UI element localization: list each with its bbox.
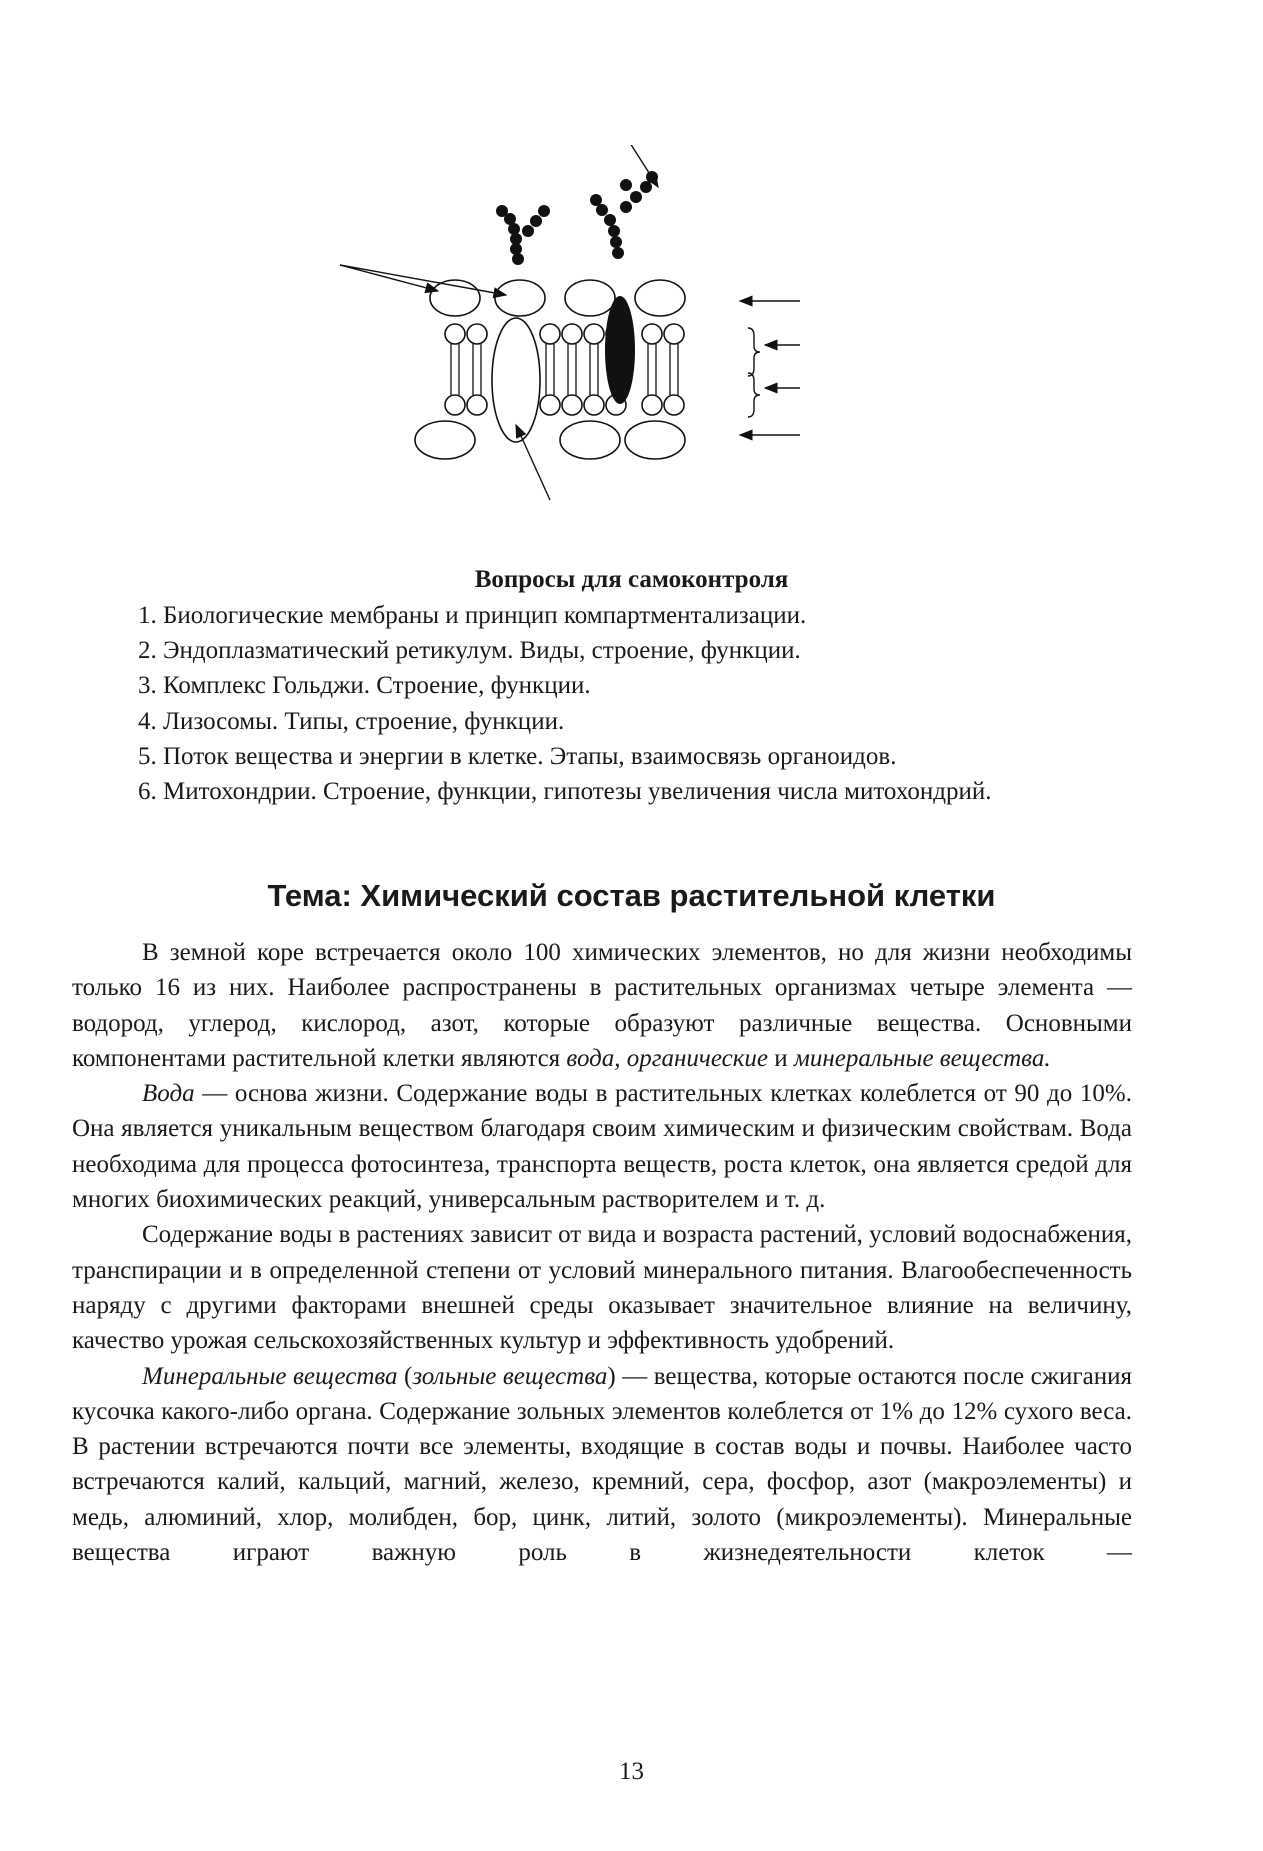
paragraph-text: — основа жизни. Содержание воды в растительных клетках колеблется от 90 до 10%. Она является уникальным веществом благодаря своим химическим и физическим свойствам. Вода необходима для процесса фотосинтеза, транспорта веществ, роста клеток, она является средой для многих биохимических реакций, универсальным растворителем и т. д. [72, 1080, 1132, 1214]
emphasis: Минеральные вещества [142, 1362, 398, 1390]
lipid-head-bottom [560, 421, 620, 459]
question-item: 2. Эндоплазматический ретикулум. Виды, строение, функции. [138, 637, 801, 665]
emphasis: Вода [142, 1080, 195, 1108]
emphasis: зольные вещества [412, 1362, 608, 1390]
bracket-upper [748, 328, 760, 376]
emphasis: вода, органические [566, 1044, 768, 1072]
body-text [72, 935, 1132, 1570]
paragraph-minerals [72, 1359, 1132, 1571]
arrow-to-head-2 [340, 265, 506, 295]
glycocalyx-chain-left [496, 205, 550, 265]
question-item: 5. Поток вещества и энергии в клетке. Этапы, взаимосвязь органоидов. [138, 742, 897, 770]
lipid-small-heads-top [445, 324, 684, 344]
paragraph-text: ) — вещества, которые остаются после сжигания кусочка какого-либо органа. Содержание зольных элементов колеблется от 1% до 12% сухого веса. В растении встречаются почти все элементы, входящие в состав воды и почвы. Наиболее часто встречаются калий, кальций, магний, железо, кремний, сера, фосфор, азот (макроэлементы) и медь, алюминий, хлор, молибден, бор, цинк, литий, золото (микроэлементы). Минеральные вещества играют важную роль в жизнедеятельности клеток — [72, 1362, 1132, 1567]
lipid-head-top [635, 280, 685, 316]
questions-list [72, 598, 1132, 809]
question-item: 4. Лизосомы. Типы, строение, функции. [138, 707, 565, 735]
paragraph-text: и [768, 1044, 794, 1072]
paragraph-intro [72, 935, 1132, 1076]
arrow-to-glycocalyx [630, 145, 658, 187]
emphasis: минеральные вещества. [793, 1044, 1051, 1072]
lipid-head-bottom [625, 421, 685, 459]
topic-title: Тема: Химический состав растительной клетки [267, 878, 996, 913]
membrane-diagram [330, 145, 830, 515]
lipid-head-top [565, 280, 615, 316]
page-number: 13 [619, 1758, 644, 1785]
transmembrane-protein [605, 296, 635, 404]
questions-title: Вопросы для самоконтроля [474, 566, 789, 593]
arrow-to-integral-protein [516, 425, 550, 500]
paragraph-water-content: Содержание воды в растениях зависит от вида и возраста растений, условий водоснабжения, транспирации и в определенной степени от условий минерального питания. Влагообеспеченность наряду с другими факторами внешней среды оказывает значительное влияние на величину, качество урожая сельскохозяйственных культур и эффективность удобрений. [72, 1221, 1132, 1355]
bracket-lower [748, 373, 760, 417]
question-item: 6. Митохондрии. Строение, функции, гипотезы увеличения числа митохондрий. [138, 778, 992, 806]
lipid-head-bottom [415, 421, 475, 459]
lipid-head-top [495, 280, 545, 316]
paragraph-text: В земной коре встречается около 100 химических элементов, но для жизни необходимы только 16 из них. Наиболее распространены в растительных организмах четыре элемента — водород, углерод, кислород, азот, которые образуют различные вещества. Основными компонентами растительной клетки являются [72, 939, 1132, 1072]
glycocalyx-chain-right [590, 171, 658, 259]
paragraph-text: ( [397, 1362, 413, 1390]
question-item: 1. Биологические мембраны и принцип компартментализации. [138, 602, 807, 629]
arrow-to-head-1 [340, 265, 438, 291]
question-item: 3. Комплекс Гольджи. Строение, функции. [138, 672, 591, 700]
lipid-tails [451, 344, 678, 395]
paragraph-water [72, 1076, 1132, 1217]
integral-protein [492, 318, 540, 442]
lipid-small-heads-bottom [445, 395, 684, 415]
